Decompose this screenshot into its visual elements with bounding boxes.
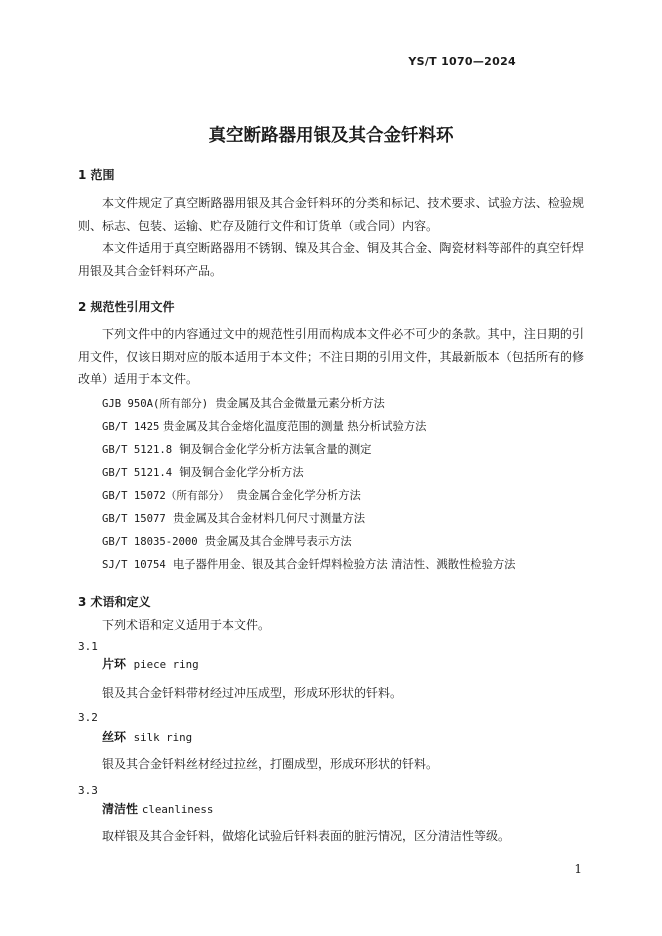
section-2-heading: 2 规范性引用文件: [78, 300, 175, 314]
reference-item: GB/T 5121.8 铜及铜合金化学分析方法氧含量的测定: [102, 443, 372, 456]
page-number: 1: [574, 862, 582, 876]
scope-paragraph-2: 本文件适用于真空断路器用不锈钢、镍及其合金、铜及其合金、陶瓷材料等部件的真空钎焊用银及其合金钎料环产品。: [78, 241, 584, 278]
term-definition: 银及其合金钎料丝材经过拉丝，打圈成型，形成环形状的钎料。: [102, 757, 439, 771]
standard-number: YS/T 1070—2024: [408, 55, 516, 68]
section-3-heading: 3 术语和定义: [78, 595, 151, 609]
scope-paragraph-1: 本文件规定了真空断路器用银及其合金钎料环的分类和标记、技术要求、试验方法、检验规则、标志、包装、运输、贮存及随行文件和订货单（或合同）内容。: [78, 196, 584, 233]
term-name: 片环 piece ring: [102, 657, 199, 671]
term-name: 丝环 silk ring: [102, 730, 193, 744]
section-1-heading: 1 范围: [78, 168, 115, 182]
term-number: 3.1: [78, 640, 98, 653]
term-definition: 银及其合金钎料带材经过冲压成型，形成环形状的钎料。: [102, 686, 403, 700]
reference-item: GB/T 15072（所有部分） 贵金属合金化学分析方法: [102, 489, 361, 502]
term-name: 清洁性 cleanliness: [102, 802, 214, 816]
reference-item: SJ/T 10754 电子器件用金、银及其合金钎焊料检验方法 清洁性、溅散性检验方法: [102, 558, 516, 571]
term-definition: 取样银及其合金钎料，做熔化试验后钎料表面的脏污情况，区分清洁性等级。: [102, 829, 511, 843]
document-title: 真空断路器用银及其合金钎料环: [208, 126, 454, 146]
reference-item: GB/T 15077 贵金属及其合金材料几何尺寸测量方法: [102, 512, 366, 525]
reference-item: GB/T 18035-2000 贵金属及其合金牌号表示方法: [102, 535, 352, 548]
section-2-intro: 下列文件中的内容通过文中的规范性引用而构成本文件必不可少的条款。其中，注日期的引用文件，仅该日期对应的版本适用于本文件；不注日期的引用文件，其最新版本（包括所有的修改单）适用于本文件。: [78, 327, 584, 387]
reference-item: GJB 950A(所有部分) 贵金属及其合金微量元素分析方法: [102, 397, 385, 410]
reference-item: GB/T 1425 贵金属及其合金熔化温度范围的测量 热分析试验方法: [102, 420, 427, 433]
section-1-body: [78, 192, 584, 282]
term-number: 3.3: [78, 784, 98, 797]
term-number: 3.2: [78, 711, 98, 724]
section-3-intro: 下列术语和定义适用于本文件。: [102, 618, 271, 632]
reference-item: GB/T 5121.4 铜及铜合金化学分析方法: [102, 466, 304, 479]
